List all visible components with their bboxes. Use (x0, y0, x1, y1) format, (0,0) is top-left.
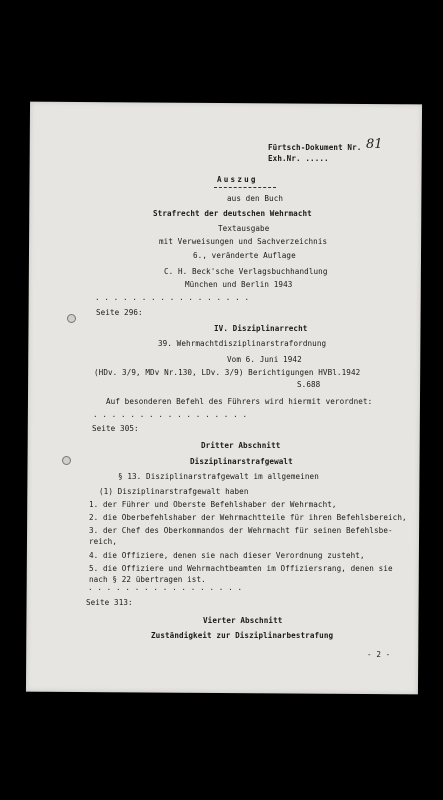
section1-heading2: 39. Wehrmachtdisziplinarstrafordnung (158, 339, 327, 348)
auszug-underline (214, 187, 276, 188)
list-item-4: 4. die Offiziere, denen sie nach dieser Verordnung zusteht, (89, 551, 365, 560)
paragraph-13: § 13. Disziplinarstrafgewalt im allgemeinen (118, 472, 319, 481)
ort: München und Berlin 1943 (185, 280, 293, 289)
list-intro: (1) Disziplinarstrafgewalt haben (99, 487, 249, 496)
seite-296: Seite 296: (96, 308, 143, 317)
list-item-5-cont: nach § 22 übertragen ist. (89, 575, 206, 584)
punch-hole-bottom (62, 456, 71, 465)
seite-313: Seite 313: (86, 598, 133, 607)
verweisungen: mit Verweisungen und Sachverzeichnis (159, 237, 328, 246)
aus-dem-buch: aus den Buch (227, 194, 284, 203)
list-item-1: 1. der Führer und Oberste Befehlshaber der Wehrmacht, (89, 500, 337, 509)
list-item-3-cont: reich, (89, 537, 118, 546)
seite-305: Seite 305: (92, 424, 139, 433)
dots-1: . . . . . . . . . . . . . . . . . (95, 293, 250, 302)
section3-heading1: Vierter Abschnitt (203, 616, 283, 625)
section1-date: Vom 6. Juni 1942 (227, 355, 302, 364)
auszug-heading: Auszug (217, 175, 258, 184)
section1-heading1: IV. Disziplinarrecht (214, 324, 308, 333)
doc-number-handwritten: 81 (366, 137, 383, 152)
list-item-3: 3. der Chef des Oberkommandos der Wehrmacht für seinen Befehlsbe- (89, 526, 393, 535)
punch-hole-top (67, 314, 76, 323)
section2-heading1: Dritter Abschnitt (201, 441, 281, 450)
auflage: 6., veränderte Auflage (193, 251, 296, 260)
list-item-5: 5. die Offiziere und Wehrmachtbeamten im Offiziersrang, denen sie (89, 564, 393, 573)
doc-label: Fürtsch-Dokument Nr. (268, 143, 362, 152)
befehl-text: Auf besonderen Befehl des Führers wird hiermit verordnet: (106, 397, 373, 406)
dots-3: . . . . . . . . . . . . . . . . . (88, 583, 243, 592)
page-marker: - 2 - (367, 650, 391, 659)
section1-refs: (HDv. 3/9, MDv Nr.130, LDv. 3/9) Berichtigungen HVBl.1942 (94, 368, 361, 377)
list-item-2: 2. die Oberbefehlshaber der Wehrmachtteile für ihren Befehlsbereich, (89, 513, 407, 522)
verlag: C. H. Beck'sche Verlagsbuchhandlung (164, 267, 328, 276)
section2-heading2: Disziplinarstrafgewalt (190, 457, 293, 466)
dots-2: . . . . . . . . . . . . . . . . . (93, 410, 248, 419)
exh-label: Exh.Nr. ..... (268, 154, 329, 163)
section1-page: S.688 (297, 380, 321, 389)
section3-heading2: Zuständigkeit zur Disziplinarbestrafung (151, 631, 334, 640)
book-title: Strafrecht der deutschen Wehrmacht (153, 209, 312, 218)
textausgabe: Textausgabe (218, 224, 270, 233)
